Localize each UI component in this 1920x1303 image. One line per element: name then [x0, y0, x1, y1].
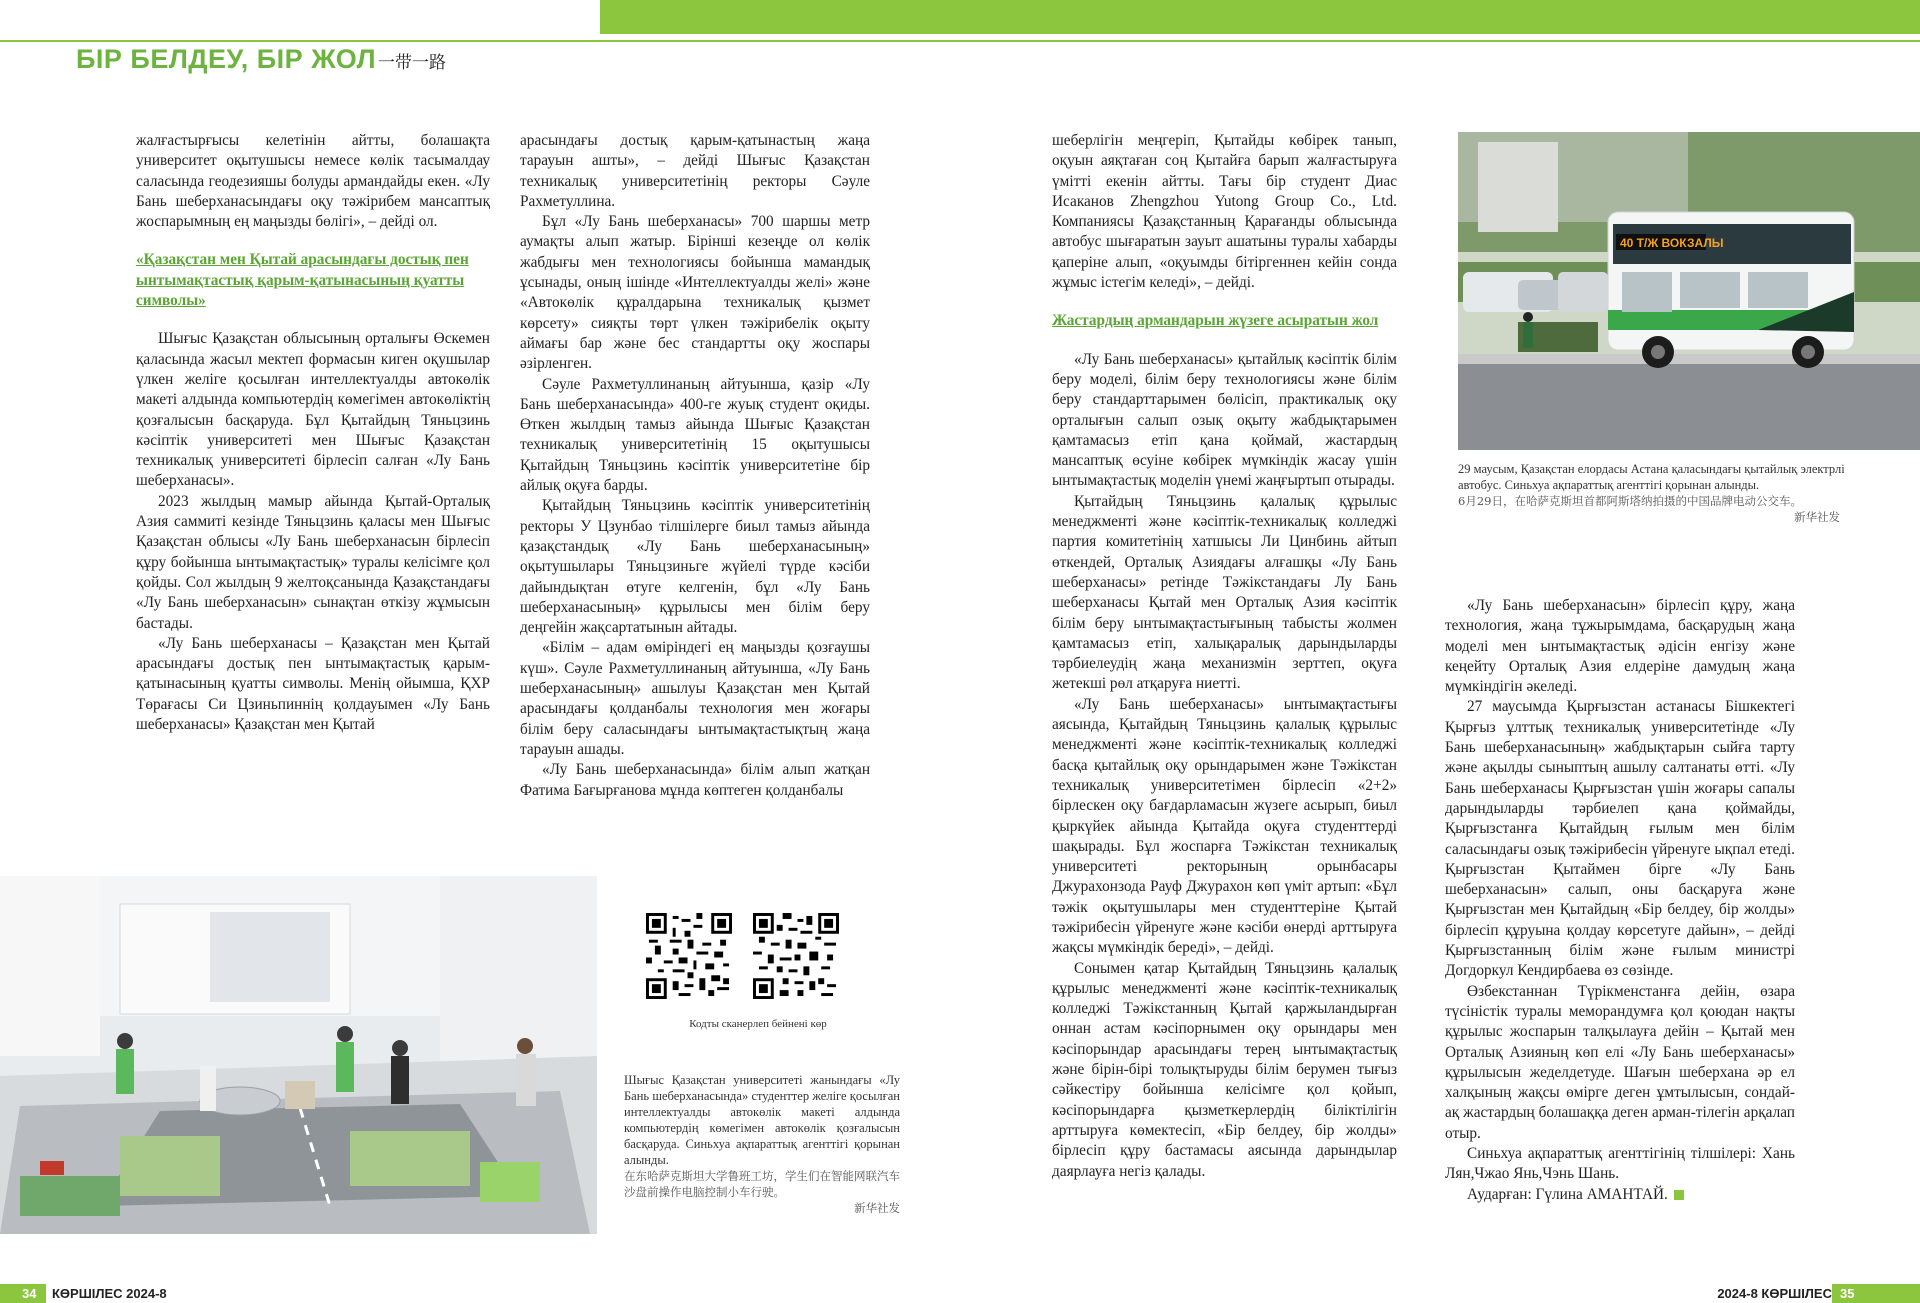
page-number-left: 34: [22, 1286, 37, 1301]
bus-route-sign: 40 Т/Ж ВОКЗАЛЫ: [1620, 236, 1724, 250]
translator-name: Аударған: Гүлина АМАНТАЙ.: [1467, 1185, 1668, 1203]
article-column-3: [1052, 131, 1397, 1182]
caption-text-chinese: 在东哈萨克斯坦大学鲁班工坊，学生们在智能网联汽车沙盘前操作电脑控制小车行驶。: [624, 1169, 900, 1199]
article-column-1: [136, 131, 490, 735]
paragraph: Бұл «Лу Бань шеберханасы» 700 шаршы метр аумақты алып жатыр. Бірінші кезеңде ол көлік жабдығы мен технологиясы бойынша мамандық ұсынады, оның ішінде «Интеллектуалды желі» және «Автокөлік құралдарына техникалық қызмет көрсету» сияқты төрт үлкен тәжірибелік оқыту аймағы бар және бес стандартты оқу жоспары әзірленген.: [520, 213, 870, 373]
paragraph: Шығыс Қазақстан облысының орталығы Өскемен қаласында жасыл мектеп формасын киген оқушылар үлкен желіге қосылған интеллектуалды автокөлік макеті алдында компьютердің көмегімен автокөліктің қозғалысын басқаруда. Бұл Қытайдың Тяньцзинь кәсіптік университеті мен Шығыс Қазақстан техникалық университеті бірлесіп салған «Лу Бань шеберханасы».: [136, 330, 490, 490]
paragraph: «Лу Бань шеберханасы» ынтымақтастығы аясында, Қытайдың Тяньцзинь қалалық құрылыс менеджменті және кәсіптік-техникалық колледжі басқа қытайлық оқу орындарымен және Тәжікстан техникалық университетімен бірлесіп «2+2» бірлескен оқу бағдарламасын жүзеге асырып, биыл қыркүйек айында Қытайда оқуға студенттерді шақырады. Бұл жоспарға Тәжікстан техникалық университеті ректорының орынбасары Джурахонзода Рауф Джурахон көп үміт артып: «Бұл тәжік оқытушылары мен студенттеріне Қытай тәжірибесін үйренуге және кәсіби өнерді арттыруға жақсы мүмкіндік береді», – дейді.: [1052, 695, 1397, 957]
paragraph: шеберлігін меңгеріп, Қытайды көбірек танып, оқуын аяқтаған соң Қытайға барып жалғастыруға үмітті екенін айтты. Тағы бір студент Диас Исаканов Zhengzhou Yutong Group Co., Ltd. Компаниясы Қазақстанның Қарағанды облысында автобус шығаратын зауыт ашатыны туралы хабарды қаперіне алып, «оқуымды бітіргеннен кейін сонда жұмыс істегім келеді», – дейді.: [1052, 132, 1397, 292]
top-accent-bar: [600, 0, 1920, 34]
header-title: БІР БЕЛДЕУ, БІР ЖОЛ: [76, 44, 377, 74]
paragraph: «Лу Бань шеберханасында» білім алып жатқан Фатима Бағырғанова мұнда көптеген қолданбалы: [520, 761, 870, 799]
end-mark: [1674, 1190, 1684, 1200]
paragraph: жалғастырғысы келетінін айтты, болашақта университет оқытушысы немесе көлік тасымалдау саласында геодезияшы болуды армандайды екен. «Лу Бань шеберханасындағы оқу тәжірибем мансаптық жоспарымның ең маңызды бөлігі», – дейді ол.: [136, 132, 490, 231]
paragraph: «Лу Бань шеберханасы» қытайлық кәсіптік білім беру моделі, білім беру технологиясы және білім беру стандарттарымен бөлісіп, практикалық оқу орталығын салып озық оқыту жабдықтарымен қамтамасыз етіп қана қоймай, жастардың мансаптық өсуіне көбірек мүмкіндік жасау үшін ынтымақтастық моделін үнемі жаңғыртып отырады.: [1052, 350, 1397, 490]
paragraph: 2023 жылдың мамыр айында Қытай-Орталық Азия саммиті кезінде Тяньцзинь қаласы мен Шығыс Қазақстан облысы «Лу Бань шеберханасын бірлесіп құру бойынша ынтымақтастық» туралы келісімге қол қойды. Сол жылдың 9 желтоқсанында Қазақстандағы «Лу Бань шеберханасын» сынақтан өткізу жұмысын бастады.: [136, 492, 490, 632]
byline-correspondents: Синьхуа ақпараттық агенттігінің тілшілері: Хань Лян,Чжао Янь,Чэнь Шань.: [1445, 1145, 1795, 1183]
qr-code[interactable]: [753, 913, 839, 999]
paragraph: «Лу Бань шеберханасы – Қазақстан мен Қытай арасындағы достық пен ынтымақтастық қарым-қатынасының қуатты символы. Менің ойымша, ҚХР Төрағасы Си Цзиньпиннің қолдауымен «Лу Бань шеберханасы» Қазақстан мен Қытай: [136, 634, 490, 734]
workshop-photo-caption: [624, 1072, 900, 1216]
caption-agency: 新华社发: [854, 1201, 900, 1215]
paragraph: Өзбекстаннан Түрікменстанға дейін, өзара түсіністік туралы меморандумға қол қоюдан нақты құрылыс жоспарын талқылауға дейін – Қытай мен Орталық Азияның көп елі «Лу Бань шеберханасы» құрылысын жеделдетуде. Шағын шеберхана әр ел халқының жақсы өмірге деген ұмтылысын, сондай-ақ жастардың болашаққа деген арман-тілегін арқалап отыр.: [1445, 982, 1795, 1142]
caption-text: Шығыс Қазақстан университеті жанындағы «Лу Бань шеберханасында» студенттер желіге қосылған интеллектуалды автокөлік макеті алдында компьютердің көмегімен автокөлік қозғалысын басқаруда. Синьхуа ақпараттық агенттігі қорынан алынды.: [624, 1073, 900, 1167]
paragraph: Қытайдың Тяньцзинь кәсіптік университетінің ректоры У Цзунбао тілшілерге биыл тамыз айында қазақстандық «Лу Бань шеберханасының» оқытушылары Тяньцзиньге жүйелі түрде кәсіби дайындықтан өтуге келгенін, бұл «Лу Бань шеберханасының» құрылысы мен білім беру деңгейін жақсартатынын айтады.: [520, 497, 870, 637]
paragraph: «Білім – адам өміріндегі ең маңызды қозғаушы күш». Сәуле Рахметуллинаның айтуынша, «Лу Бань шеберханасының» ашылуы Қазақстан мен Қытай арасындағы қолданбалы технология мен жоғары білім беру саласындағы ынтымақтастықтың жаңа тарауын ашады.: [520, 639, 870, 758]
qr-caption: Кодты сканерлеп бейнені көр: [689, 1018, 827, 1030]
qr-code[interactable]: [646, 913, 732, 999]
workshop-photo: [0, 876, 597, 1234]
article-column-4: [1445, 596, 1795, 1205]
folio-right: 2024-8 КӨРШІЛЕС: [1717, 1286, 1832, 1301]
article-column-2: [520, 131, 870, 801]
page-number-right: 35: [1840, 1286, 1855, 1301]
section-heading: «Қазақстан мен Қытай арасындағы достық пен ынтымақтастық қарым-қатынасының қуатты символы»: [136, 251, 469, 310]
paragraph: Сонымен қатар Қытайдың Тяньцзинь қалалық құрылыс менеджменті және кәсіптік-техникалық колледжі Тәжікстанның Қытай қаржыландырған оннан астам кәсіпорнымен оқу орындары мен кәсіпорындар арасындағы терең ынтымақтастық және бірін-бірі толықтыруды білім берумен тығыз сәйкестіру бойынша келісімге қол қойып, кәсіпорындарға қызметкерлердің біліктілігін арттыруға көмектесіп, «Бір белдеу, бір жолды» бірлесіп құру бастамасы аясында дарындылар даярлауға негіз қалады.: [1052, 959, 1397, 1180]
caption-text-chinese: 6月29日，在哈萨克斯坦首都阿斯塔纳拍摄的中国品牌电动公交车。: [1458, 494, 1802, 508]
paragraph: Қытайдың Тяньцзинь қалалық құрылыс менеджменті және кәсіптік-техникалық колледжі партия комитетінің хатшысы Ли Цинбинь айтып өткендей, Орталық Азиядағы алғашқы «Лу Бань шеберханасы» ретінде Тәжікстандағы Лу Бань шеберханасы Қытай мен Орталық Азия кәсіптік білім беру ынтымақтастығының табысты жолмен қамтамасыз етіп, халықаралық дарындыларды тәрбиелеудің жаңа механизмін зерттеп, оқуға жетекші рөл атқаруға ниетті.: [1052, 492, 1397, 693]
paragraph: 27 маусымда Қырғызстан астанасы Бішкектегі Қырғыз ұлттық техникалық университетінде «Лу Бань шеберханасының» жабдықтарын сыйға тарту және ақылды сыныптың ашылу салтанаты өтті. «Лу Бань шеберханасы Қырғызстан үшін жоғары сапалы дарындыларды тәрбиелеп қана қоймайды, Қырғызстанға Қытайдың ғылым мен білім саласындағы озық тәжірибесін үйренуге ықпал етеді. Қырғызстан Қытаймен бірге «Лу Бань шеберханасын» салып, оны басқаруға және Қырғызстан мен Қытайдың «Бір белдеу, бір жолды» бірлесіп құруына қолдау көрсетуге дайын», – дейді Қырғызстанның білім және ғылым министрі Догдоркул Кендирбаева өз сөзінде.: [1445, 698, 1795, 980]
caption-text: 29 маусым, Қазақстан елордасы Астана қаласындағы қытайлық электрлі автобус. Синьхуа ақпараттық агенттігі қорынан алынды.: [1458, 462, 1845, 492]
paragraph: «Лу Бань шеберханасын» бірлесіп құру, жаңа технология, жаңа тұжырымдама, басқарудың жаңа моделі мен ынтымақтастық әдісін енгізу және кеңейту Орталық Азия елдеріне дамудың жаңа мүмкіндігін әкеледі.: [1445, 597, 1795, 696]
bus-photo: [1458, 132, 1920, 450]
caption-agency: 新华社发: [1794, 510, 1840, 524]
bus-photo-caption: [1458, 461, 1878, 525]
header-rule: [0, 40, 1920, 42]
folio-left: КӨРШІЛЕС 2024-8: [52, 1286, 167, 1301]
section-heading: Жастардың армандарын жүзеге асыратын жол: [1052, 312, 1379, 330]
paragraph: арасындағы достық қарым-қатынастың жаңа тарауын ашты», – дейді Шығыс Қазақстан техникалық университетінің ректоры Сәуле Рахметуллина.: [520, 132, 870, 210]
paragraph: Сәуле Рахметуллинаның айтуынша, қазір «Лу Бань шеберханасында» 400-ге жуық студент оқиды. Өткен жылдың тамыз айында Шығыс Қазақстан техникалық университетінің 15 оқытушысы Қытайдың Тяньцзинь кәсіптік университетіне бір айлық оқуға барды.: [520, 375, 870, 495]
page-header: [76, 44, 446, 78]
header-title-chinese: 一带一路: [378, 53, 447, 73]
byline-translator: [1445, 1185, 1795, 1205]
